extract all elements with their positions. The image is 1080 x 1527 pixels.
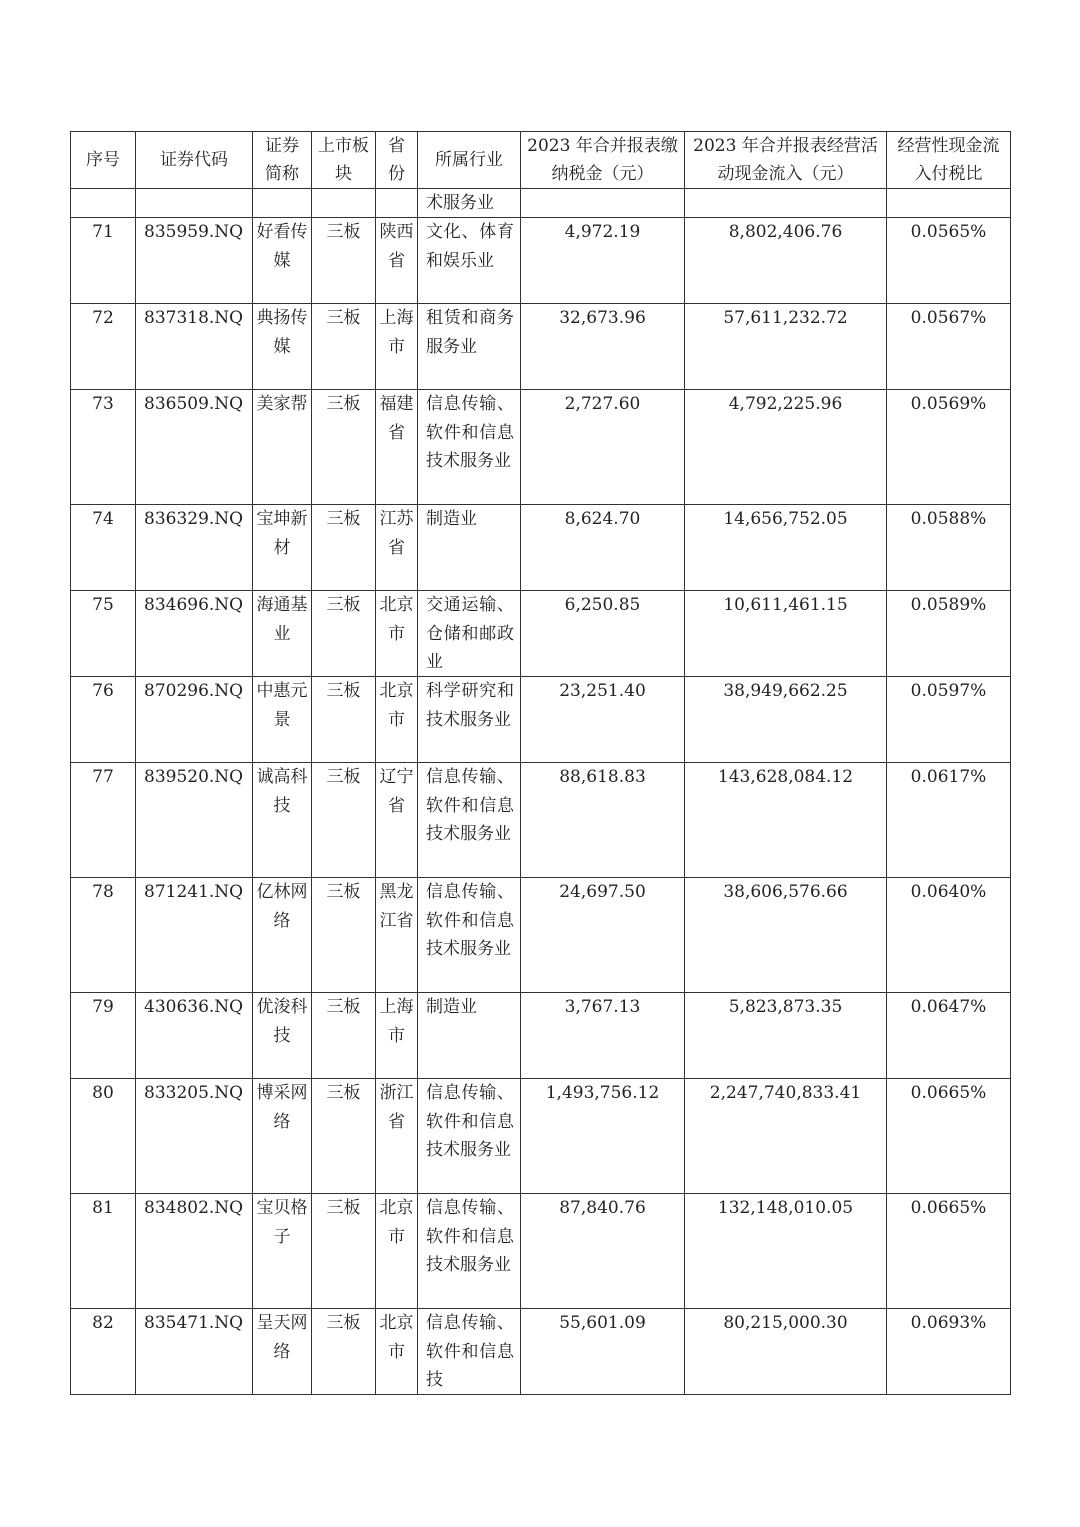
cell-tax: 24,697.50 — [521, 878, 685, 993]
cell-tax: 55,601.09 — [521, 1309, 685, 1395]
cell-ratio: 0.0567% — [887, 304, 1011, 390]
table-row — [71, 677, 1011, 763]
cell-province: 上海市 — [376, 304, 418, 390]
cell-board: 三板 — [312, 763, 376, 878]
table-row — [71, 878, 1011, 993]
cell-code: 836329.NQ — [136, 505, 253, 591]
table-row — [71, 763, 1011, 878]
header-name: 证券简称 — [253, 132, 312, 189]
cell-tax: 88,618.83 — [521, 763, 685, 878]
cell-name: 好看传媒 — [253, 218, 312, 304]
cell-name: 优浚科技 — [253, 993, 312, 1079]
tax-ratio-table — [70, 131, 1011, 1395]
cell-tax: 23,251.40 — [521, 677, 685, 763]
cell-board: 三板 — [312, 677, 376, 763]
cell-code: 835959.NQ — [136, 218, 253, 304]
cell-no: 71 — [71, 218, 136, 304]
cell-name: 博采网络 — [253, 1079, 312, 1194]
cell-province: 江苏省 — [376, 505, 418, 591]
cell-industry: 信息传输、软件和信息技术服务业 — [418, 390, 521, 505]
cell-ratio: 0.0665% — [887, 1079, 1011, 1194]
cell-board: 三板 — [312, 390, 376, 505]
table-row — [71, 1309, 1011, 1395]
cell-no: 79 — [71, 993, 136, 1079]
cell-tax: 2,727.60 — [521, 390, 685, 505]
table-row — [71, 1079, 1011, 1194]
cell-province: 北京市 — [376, 677, 418, 763]
table-row — [71, 218, 1011, 304]
header-board: 上市板块 — [312, 132, 376, 189]
cell-industry: 制造业 — [418, 993, 521, 1079]
cell-board: 三板 — [312, 1194, 376, 1309]
cell-industry: 信息传输、软件和信息技 — [418, 1309, 521, 1395]
cell-no: 76 — [71, 677, 136, 763]
header-no: 序号 — [71, 132, 136, 189]
cell-province: 北京市 — [376, 1194, 418, 1309]
cell-code: 871241.NQ — [136, 878, 253, 993]
cell-name: 呈天网络 — [253, 1309, 312, 1395]
cell-no: 80 — [71, 1079, 136, 1194]
cell-province: 上海市 — [376, 993, 418, 1079]
cell-ratio: 0.0597% — [887, 677, 1011, 763]
cell-no: 74 — [71, 505, 136, 591]
cell-ratio: 0.0589% — [887, 591, 1011, 677]
cell-board: 三板 — [312, 218, 376, 304]
table-row — [71, 390, 1011, 505]
cell-no: 72 — [71, 304, 136, 390]
cell-industry: 信息传输、软件和信息技术服务业 — [418, 763, 521, 878]
cell-name: 海通基业 — [253, 591, 312, 677]
cell-code: 839520.NQ — [136, 763, 253, 878]
header-ratio: 经营性现金流入付税比 — [887, 132, 1011, 189]
cell-industry: 信息传输、软件和信息技术服务业 — [418, 1079, 521, 1194]
cell-inflow: 38,606,576.66 — [685, 878, 887, 993]
cell-board: 三板 — [312, 505, 376, 591]
cell-ratio: 0.0569% — [887, 390, 1011, 505]
header-province: 省份 — [376, 132, 418, 189]
cell-province: 黑龙江省 — [376, 878, 418, 993]
cell-inflow: 2,247,740,833.41 — [685, 1079, 887, 1194]
cell-code: 430636.NQ — [136, 993, 253, 1079]
cell-ratio: 0.0588% — [887, 505, 1011, 591]
cell-province: 辽宁省 — [376, 763, 418, 878]
cell-ratio: 0.0693% — [887, 1309, 1011, 1395]
cell-ratio: 0.0647% — [887, 993, 1011, 1079]
cell-inflow: 14,656,752.05 — [685, 505, 887, 591]
cell-inflow: 132,148,010.05 — [685, 1194, 887, 1309]
cell-no: 81 — [71, 1194, 136, 1309]
cell-no: 73 — [71, 390, 136, 505]
cell-inflow: 10,611,461.15 — [685, 591, 887, 677]
table-row — [71, 993, 1011, 1079]
continuation-row — [71, 189, 1011, 218]
cell-industry: 文化、体育和娱乐业 — [418, 218, 521, 304]
cell-province: 北京市 — [376, 591, 418, 677]
cell-code: 834802.NQ — [136, 1194, 253, 1309]
cell-code: 870296.NQ — [136, 677, 253, 763]
cell-ratio: 0.0565% — [887, 218, 1011, 304]
cell-name: 宝贝格子 — [253, 1194, 312, 1309]
cell-inflow: 143,628,084.12 — [685, 763, 887, 878]
cell-name: 典扬传媒 — [253, 304, 312, 390]
cell-tax: 6,250.85 — [521, 591, 685, 677]
table-row — [71, 505, 1011, 591]
cell-code: 836509.NQ — [136, 390, 253, 505]
cell-tax: 32,673.96 — [521, 304, 685, 390]
cell-code: 835471.NQ — [136, 1309, 253, 1395]
cell-industry: 租赁和商务服务业 — [418, 304, 521, 390]
cell-province: 北京市 — [376, 1309, 418, 1395]
cell-tax: 87,840.76 — [521, 1194, 685, 1309]
cell-province: 福建省 — [376, 390, 418, 505]
cell-board: 三板 — [312, 878, 376, 993]
cell-inflow: 57,611,232.72 — [685, 304, 887, 390]
cell-board: 三板 — [312, 993, 376, 1079]
continuation-industry: 术服务业 — [418, 189, 521, 218]
table-row — [71, 304, 1011, 390]
cell-industry: 制造业 — [418, 505, 521, 591]
cell-no: 75 — [71, 591, 136, 677]
cell-code: 834696.NQ — [136, 591, 253, 677]
cell-ratio: 0.0640% — [887, 878, 1011, 993]
cell-tax: 3,767.13 — [521, 993, 685, 1079]
cell-inflow: 5,823,873.35 — [685, 993, 887, 1079]
table-row — [71, 591, 1011, 677]
table-body — [71, 189, 1011, 1395]
cell-tax: 4,972.19 — [521, 218, 685, 304]
table-header-row — [71, 132, 1011, 189]
cell-tax: 1,493,756.12 — [521, 1079, 685, 1194]
cell-tax: 8,624.70 — [521, 505, 685, 591]
cell-code: 833205.NQ — [136, 1079, 253, 1194]
cell-no: 78 — [71, 878, 136, 993]
cell-ratio: 0.0665% — [887, 1194, 1011, 1309]
cell-board: 三板 — [312, 1309, 376, 1395]
cell-no: 82 — [71, 1309, 136, 1395]
header-inflow: 2023 年合并报表经营活动现金流入（元） — [685, 132, 887, 189]
cell-name: 美家帮 — [253, 390, 312, 505]
table-row — [71, 1194, 1011, 1309]
header-industry: 所属行业 — [418, 132, 521, 189]
cell-name: 宝坤新材 — [253, 505, 312, 591]
cell-industry: 信息传输、软件和信息技术服务业 — [418, 878, 521, 993]
cell-name: 诚高科技 — [253, 763, 312, 878]
cell-inflow: 80,215,000.30 — [685, 1309, 887, 1395]
cell-province: 浙江省 — [376, 1079, 418, 1194]
cell-inflow: 8,802,406.76 — [685, 218, 887, 304]
header-tax: 2023 年合并报表缴纳税金（元） — [521, 132, 685, 189]
cell-inflow: 4,792,225.96 — [685, 390, 887, 505]
cell-province: 陕西省 — [376, 218, 418, 304]
cell-board: 三板 — [312, 591, 376, 677]
cell-inflow: 38,949,662.25 — [685, 677, 887, 763]
cell-no: 77 — [71, 763, 136, 878]
cell-ratio: 0.0617% — [887, 763, 1011, 878]
cell-name: 亿林网络 — [253, 878, 312, 993]
cell-code: 837318.NQ — [136, 304, 253, 390]
header-code: 证券代码 — [136, 132, 253, 189]
cell-industry: 交通运输、仓储和邮政业 — [418, 591, 521, 677]
cell-board: 三板 — [312, 1079, 376, 1194]
cell-board: 三板 — [312, 304, 376, 390]
cell-industry: 科学研究和技术服务业 — [418, 677, 521, 763]
cell-industry: 信息传输、软件和信息技术服务业 — [418, 1194, 521, 1309]
cell-name: 中惠元景 — [253, 677, 312, 763]
